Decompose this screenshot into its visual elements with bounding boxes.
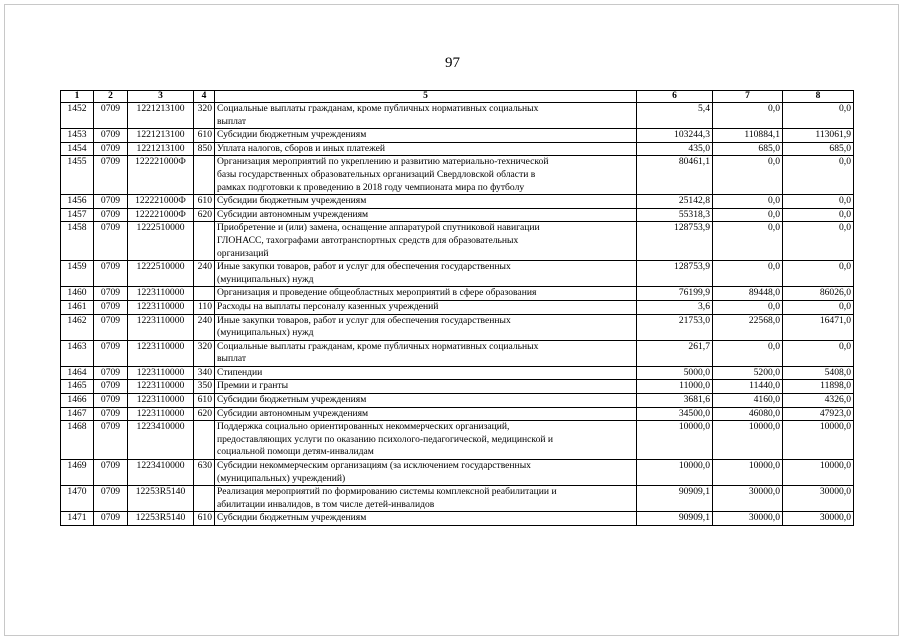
row-description bbox=[215, 486, 637, 512]
target-article-code: 122221000Ф bbox=[128, 156, 194, 195]
amount-col-8: 0,0 bbox=[783, 195, 854, 209]
description-line: Субсидии бюджетным учреждениям bbox=[217, 512, 367, 524]
section-code: 0709 bbox=[94, 208, 128, 222]
expense-type-code bbox=[194, 156, 215, 195]
section-code: 0709 bbox=[94, 340, 128, 366]
amount-col-8: 16471,0 bbox=[783, 314, 854, 340]
description-line: Приобретение и (или) замена, оснащение аппаратурой спутниковой навигации bbox=[217, 222, 540, 234]
target-article-code: 1223110000 bbox=[128, 407, 194, 421]
amount-col-7: 0,0 bbox=[713, 208, 783, 222]
amount-col-6: 90909,1 bbox=[637, 512, 713, 526]
row-number: 1468 bbox=[61, 421, 94, 460]
description-line: ГЛОНАСС, тахографами автотранспортных средств для образовательных bbox=[217, 234, 519, 246]
amount-col-8: 0,0 bbox=[783, 156, 854, 195]
amount-col-8: 30000,0 bbox=[783, 512, 854, 526]
target-article-code: 122221000Ф bbox=[128, 195, 194, 209]
description-line: Социальные выплаты гражданам, кроме публичных нормативных социальных bbox=[217, 103, 539, 114]
target-article-code: 1223110000 bbox=[128, 340, 194, 366]
expense-type-code bbox=[194, 287, 215, 301]
expense-type-code: 350 bbox=[194, 380, 215, 394]
table-row bbox=[61, 460, 854, 486]
amount-col-8: 685,0 bbox=[783, 142, 854, 156]
expense-type-code: 630 bbox=[194, 460, 215, 486]
row-number: 1465 bbox=[61, 380, 94, 394]
amount-col-8: 5408,0 bbox=[783, 366, 854, 380]
row-number: 1463 bbox=[61, 340, 94, 366]
amount-col-8: 30000,0 bbox=[783, 486, 854, 512]
amount-col-7: 685,0 bbox=[713, 142, 783, 156]
amount-col-7: 10000,0 bbox=[713, 460, 783, 486]
expense-type-code: 240 bbox=[194, 314, 215, 340]
table-row bbox=[61, 421, 854, 460]
section-code: 0709 bbox=[94, 421, 128, 460]
row-description bbox=[215, 129, 637, 143]
header-cell: 1 bbox=[61, 91, 94, 103]
budget-table bbox=[60, 90, 854, 526]
table-row bbox=[61, 366, 854, 380]
description-line: Субсидии бюджетным учреждениям bbox=[217, 195, 367, 207]
row-number: 1461 bbox=[61, 300, 94, 314]
amount-col-8: 86026,0 bbox=[783, 287, 854, 301]
row-description bbox=[215, 300, 637, 314]
amount-col-7: 5200,0 bbox=[713, 366, 783, 380]
amount-col-7: 4160,0 bbox=[713, 394, 783, 408]
description-line: предоставляющих услуги по оказанию психолого-педагогической, медицинской и bbox=[217, 433, 554, 445]
amount-col-8: 113061,9 bbox=[783, 129, 854, 143]
header-row bbox=[61, 91, 854, 103]
section-code: 0709 bbox=[94, 380, 128, 394]
description-line: Реализация мероприятий по формированию системы комплексной реабилитации и bbox=[217, 486, 557, 498]
expense-type-code: 850 bbox=[194, 142, 215, 156]
row-number: 1455 bbox=[61, 156, 94, 195]
table-row bbox=[61, 394, 854, 408]
section-code: 0709 bbox=[94, 142, 128, 156]
amount-col-6: 80461,1 bbox=[637, 156, 713, 195]
description-line: (муниципальных) нужд bbox=[217, 273, 314, 285]
amount-col-6: 25142,8 bbox=[637, 195, 713, 209]
amount-col-8: 0,0 bbox=[783, 340, 854, 366]
section-code: 0709 bbox=[94, 512, 128, 526]
table-row bbox=[61, 156, 854, 195]
section-code: 0709 bbox=[94, 460, 128, 486]
amount-col-7: 11440,0 bbox=[713, 380, 783, 394]
amount-col-7: 89448,0 bbox=[713, 287, 783, 301]
row-description bbox=[215, 512, 637, 526]
row-description bbox=[215, 380, 637, 394]
expense-type-code: 110 bbox=[194, 300, 215, 314]
header-cell: 4 bbox=[194, 91, 215, 103]
amount-col-8: 0,0 bbox=[783, 261, 854, 287]
target-article-code: 1223110000 bbox=[128, 300, 194, 314]
table-body bbox=[61, 103, 854, 526]
table-row bbox=[61, 512, 854, 526]
table-row bbox=[61, 407, 854, 421]
row-description bbox=[215, 261, 637, 287]
description-line: Субсидии бюджетным учреждениям bbox=[217, 129, 367, 141]
description-line: Субсидии автономным учреждениям bbox=[217, 208, 369, 220]
description-line: Стипендии bbox=[217, 366, 263, 378]
row-description bbox=[215, 460, 637, 486]
header-cell: 2 bbox=[94, 91, 128, 103]
amount-col-6: 435,0 bbox=[637, 142, 713, 156]
description-line: (муниципальных) нужд bbox=[217, 327, 314, 339]
section-code: 0709 bbox=[94, 156, 128, 195]
amount-col-7: 0,0 bbox=[713, 300, 783, 314]
row-number: 1453 bbox=[61, 129, 94, 143]
expense-type-code: 610 bbox=[194, 129, 215, 143]
description-line: Иные закупки товаров, работ и услуг для обеспечения государственных bbox=[217, 261, 511, 273]
amount-col-7: 0,0 bbox=[713, 222, 783, 261]
row-description bbox=[215, 222, 637, 261]
row-description bbox=[215, 314, 637, 340]
amount-col-6: 5000,0 bbox=[637, 366, 713, 380]
amount-col-7: 30000,0 bbox=[713, 486, 783, 512]
header-cell: 6 bbox=[637, 91, 713, 103]
row-number: 1471 bbox=[61, 512, 94, 526]
amount-col-6: 10000,0 bbox=[637, 460, 713, 486]
page-number: 97 bbox=[445, 55, 460, 71]
row-number: 1467 bbox=[61, 407, 94, 421]
target-article-code: 1223110000 bbox=[128, 287, 194, 301]
expense-type-code: 610 bbox=[194, 195, 215, 209]
row-description bbox=[215, 156, 637, 195]
description-line: социальной помощи детям-инвалидам bbox=[217, 446, 374, 458]
row-description bbox=[215, 208, 637, 222]
amount-col-7: 0,0 bbox=[713, 156, 783, 195]
section-code: 0709 bbox=[94, 287, 128, 301]
amount-col-7: 110884,1 bbox=[713, 129, 783, 143]
amount-col-8: 10000,0 bbox=[783, 460, 854, 486]
description-line: Субсидии некоммерческим организациям (за исключением государственных bbox=[217, 460, 531, 472]
expense-type-code: 620 bbox=[194, 407, 215, 421]
description-line: выплат bbox=[217, 353, 247, 365]
amount-col-8: 11898,0 bbox=[783, 380, 854, 394]
header-cell: 5 bbox=[215, 91, 637, 103]
description-line: Иные закупки товаров, работ и услуг для обеспечения государственных bbox=[217, 314, 511, 326]
amount-col-7: 22568,0 bbox=[713, 314, 783, 340]
row-description bbox=[215, 340, 637, 366]
amount-col-6: 34500,0 bbox=[637, 407, 713, 421]
table-header bbox=[61, 91, 854, 103]
table-row bbox=[61, 300, 854, 314]
row-description bbox=[215, 366, 637, 380]
section-code: 0709 bbox=[94, 394, 128, 408]
amount-col-6: 55318,3 bbox=[637, 208, 713, 222]
row-description bbox=[215, 421, 637, 460]
table-row bbox=[61, 103, 854, 129]
description-line: Поддержка социально ориентированных некоммерческих организаций, bbox=[217, 421, 510, 433]
table-row bbox=[61, 314, 854, 340]
target-article-code: 1223110000 bbox=[128, 314, 194, 340]
expense-type-code: 320 bbox=[194, 340, 215, 366]
description-line: организаций bbox=[217, 247, 269, 259]
amount-col-8: 0,0 bbox=[783, 300, 854, 314]
section-code: 0709 bbox=[94, 103, 128, 129]
amount-col-6: 90909,1 bbox=[637, 486, 713, 512]
row-description bbox=[215, 195, 637, 209]
description-line: Субсидии бюджетным учреждениям bbox=[217, 394, 367, 406]
target-article-code: 1221213100 bbox=[128, 103, 194, 129]
header-cell: 8 bbox=[783, 91, 854, 103]
row-description bbox=[215, 394, 637, 408]
expense-type-code: 620 bbox=[194, 208, 215, 222]
description-line: Организация мероприятий по укреплению и развитию материально-технической bbox=[217, 156, 549, 168]
description-line: Уплата налогов, сборов и иных платежей bbox=[217, 142, 386, 154]
amount-col-6: 11000,0 bbox=[637, 380, 713, 394]
description-line: Премии и гранты bbox=[217, 380, 289, 392]
table-row bbox=[61, 142, 854, 156]
target-article-code: 1223410000 bbox=[128, 460, 194, 486]
target-article-code: 122221000Ф bbox=[128, 208, 194, 222]
row-description bbox=[215, 103, 637, 129]
target-article-code: 1223110000 bbox=[128, 380, 194, 394]
expense-type-code: 340 bbox=[194, 366, 215, 380]
row-description bbox=[215, 407, 637, 421]
amount-col-8: 10000,0 bbox=[783, 421, 854, 460]
expense-type-code bbox=[194, 222, 215, 261]
amount-col-8: 0,0 bbox=[783, 222, 854, 261]
expense-type-code: 610 bbox=[194, 512, 215, 526]
amount-col-8: 4326,0 bbox=[783, 394, 854, 408]
table-row bbox=[61, 261, 854, 287]
section-code: 0709 bbox=[94, 486, 128, 512]
amount-col-7: 0,0 bbox=[713, 340, 783, 366]
section-code: 0709 bbox=[94, 222, 128, 261]
table-row bbox=[61, 222, 854, 261]
description-line: Расходы на выплаты персоналу казенных учреждений bbox=[217, 300, 439, 312]
section-code: 0709 bbox=[94, 366, 128, 380]
target-article-code: 1223110000 bbox=[128, 394, 194, 408]
section-code: 0709 bbox=[94, 129, 128, 143]
amount-col-6: 261,7 bbox=[637, 340, 713, 366]
description-line: выплат bbox=[217, 115, 247, 127]
target-article-code: 12253R5140 bbox=[128, 512, 194, 526]
amount-col-6: 3681,6 bbox=[637, 394, 713, 408]
header-cell: 3 bbox=[128, 91, 194, 103]
description-line: абилитации инвалидов, в том числе детей-инвалидов bbox=[217, 498, 435, 510]
description-line: рамках подготовки к проведению в 2018 году чемпионата мира по футболу bbox=[217, 181, 525, 193]
amount-col-8: 47923,0 bbox=[783, 407, 854, 421]
section-code: 0709 bbox=[94, 261, 128, 287]
expense-type-code: 240 bbox=[194, 261, 215, 287]
amount-col-6: 3,6 bbox=[637, 300, 713, 314]
target-article-code: 12253R5140 bbox=[128, 486, 194, 512]
target-article-code: 1221213100 bbox=[128, 129, 194, 143]
expense-type-code: 610 bbox=[194, 394, 215, 408]
table-row bbox=[61, 195, 854, 209]
row-number: 1456 bbox=[61, 195, 94, 209]
target-article-code: 1223110000 bbox=[128, 366, 194, 380]
row-number: 1462 bbox=[61, 314, 94, 340]
row-number: 1452 bbox=[61, 103, 94, 129]
amount-col-6: 5,4 bbox=[637, 103, 713, 129]
table-row bbox=[61, 340, 854, 366]
amount-col-8: 0,0 bbox=[783, 208, 854, 222]
target-article-code: 1222510000 bbox=[128, 222, 194, 261]
amount-col-6: 128753,9 bbox=[637, 261, 713, 287]
row-number: 1464 bbox=[61, 366, 94, 380]
amount-col-6: 21753,0 bbox=[637, 314, 713, 340]
table-row bbox=[61, 486, 854, 512]
row-number: 1454 bbox=[61, 142, 94, 156]
table-row bbox=[61, 129, 854, 143]
amount-col-7: 46080,0 bbox=[713, 407, 783, 421]
amount-col-6: 103244,3 bbox=[637, 129, 713, 143]
row-number: 1460 bbox=[61, 287, 94, 301]
amount-col-7: 10000,0 bbox=[713, 421, 783, 460]
target-article-code: 1222510000 bbox=[128, 261, 194, 287]
row-number: 1458 bbox=[61, 222, 94, 261]
expense-type-code: 320 bbox=[194, 103, 215, 129]
amount-col-6: 10000,0 bbox=[637, 421, 713, 460]
row-number: 1457 bbox=[61, 208, 94, 222]
description-line: Социальные выплаты гражданам, кроме публичных нормативных социальных bbox=[217, 340, 539, 352]
description-line: базы государственных образовательных организаций Свердловской области в bbox=[217, 168, 536, 180]
amount-col-7: 0,0 bbox=[713, 103, 783, 129]
description-line: (муниципальных) учреждений) bbox=[217, 472, 346, 484]
target-article-code: 1223410000 bbox=[128, 421, 194, 460]
header-cell: 7 bbox=[713, 91, 783, 103]
table-row bbox=[61, 287, 854, 301]
amount-col-6: 128753,9 bbox=[637, 222, 713, 261]
table-row bbox=[61, 208, 854, 222]
amount-col-6: 76199,9 bbox=[637, 287, 713, 301]
row-number: 1466 bbox=[61, 394, 94, 408]
amount-col-7: 0,0 bbox=[713, 261, 783, 287]
section-code: 0709 bbox=[94, 407, 128, 421]
row-number: 1469 bbox=[61, 460, 94, 486]
description-line: Организация и проведение общеобластных мероприятий в сфере образования bbox=[217, 287, 537, 299]
amount-col-7: 0,0 bbox=[713, 195, 783, 209]
table-row bbox=[61, 380, 854, 394]
section-code: 0709 bbox=[94, 314, 128, 340]
section-code: 0709 bbox=[94, 300, 128, 314]
target-article-code: 1221213100 bbox=[128, 142, 194, 156]
row-number: 1459 bbox=[61, 261, 94, 287]
expense-type-code bbox=[194, 421, 215, 460]
expense-type-code bbox=[194, 486, 215, 512]
amount-col-7: 30000,0 bbox=[713, 512, 783, 526]
amount-col-8: 0,0 bbox=[783, 103, 854, 129]
description-line: Субсидии автономным учреждениям bbox=[217, 407, 369, 419]
row-description bbox=[215, 142, 637, 156]
row-description bbox=[215, 287, 637, 301]
row-number: 1470 bbox=[61, 486, 94, 512]
section-code: 0709 bbox=[94, 195, 128, 209]
